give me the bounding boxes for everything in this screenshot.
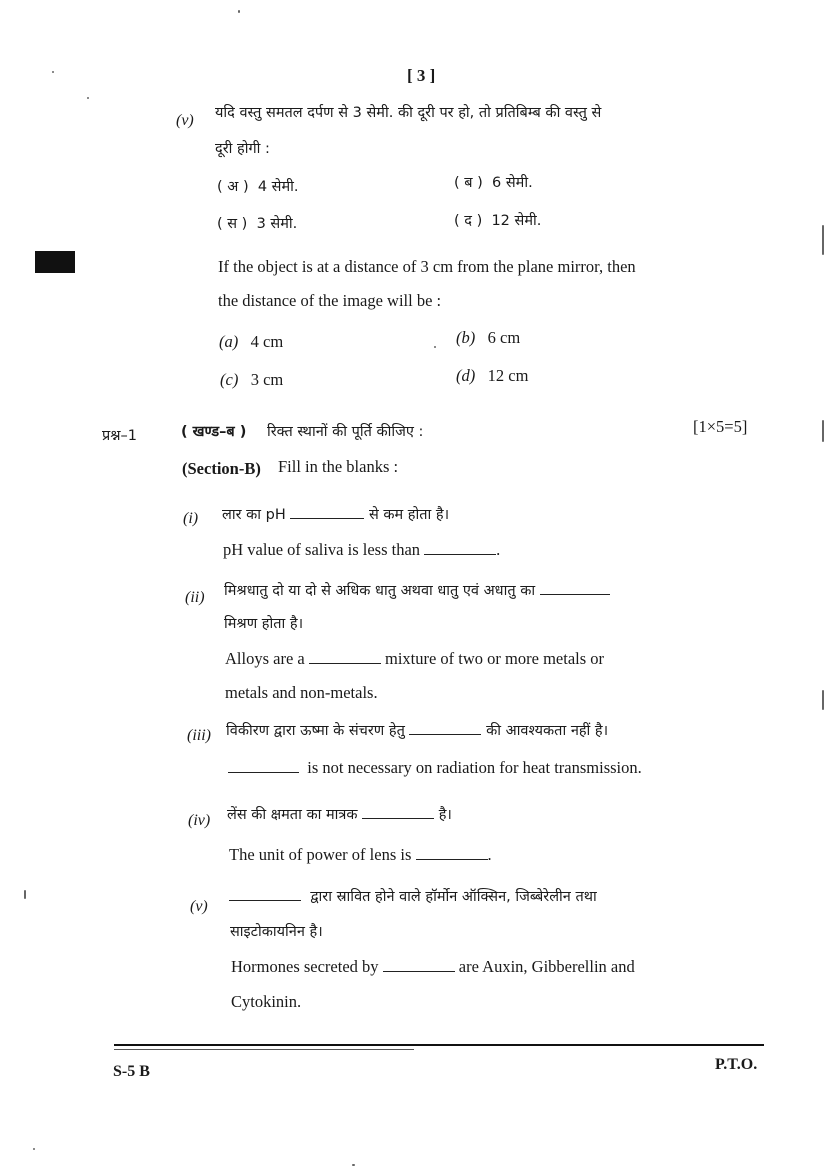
blank <box>309 651 381 664</box>
text-part: से कम होता है। <box>368 507 450 523</box>
option-label: ( द ) <box>454 213 483 229</box>
mcq-hindi-option-c <box>217 217 297 232</box>
section-b-hindi-instruction: रिक्त स्थानों की पूर्ति कीजिए : <box>267 424 424 440</box>
mcq-hindi-line1: यदि वस्तु समतल दर्पण से 3 सेमी. की दूरी पर हो, तो प्रतिबिम्ब की वस्तु से <box>215 105 602 121</box>
option-text: 6 सेमी. <box>492 175 533 191</box>
text-part: लेंस की क्षमता का मात्रक <box>227 807 358 823</box>
section-b-english-instruction: Fill in the blanks : <box>278 457 399 476</box>
footer-rule <box>114 1044 764 1046</box>
blank <box>424 542 496 555</box>
item-3-hindi <box>226 722 608 739</box>
text-part: The unit of power of lens is <box>229 845 412 864</box>
text-part: Hormones secreted by <box>231 957 379 976</box>
text-part: . <box>487 845 492 864</box>
margin-redaction-mark <box>35 251 75 273</box>
blank <box>290 506 364 519</box>
mcq-english-option-d <box>456 368 528 385</box>
item-2-hindi <box>224 582 610 599</box>
text-part: is not necessary on radiation for heat transmission. <box>307 758 642 777</box>
mcq-hindi-option-b <box>454 176 533 191</box>
item-number: (v) <box>190 898 208 915</box>
mcq-english-option-a <box>219 334 283 351</box>
blank <box>383 959 455 972</box>
option-label: (d) <box>456 366 476 385</box>
mcq-hindi-line2: दूरी होगी : <box>215 141 270 157</box>
mcq-hindi-option-d <box>454 214 541 229</box>
marks-allocation: [1×5=5] <box>693 417 748 436</box>
mcq-english-line1: If the object is at a distance of 3 cm from the plane mirror, then <box>218 257 636 276</box>
item-1-english <box>223 542 500 559</box>
scan-speck <box>352 1164 355 1166</box>
item-5-english-line2: Cytokinin. <box>231 992 302 1011</box>
section-b-english-tag: (Section-B) <box>182 459 261 478</box>
item-1-hindi <box>222 506 449 523</box>
option-text: 3 सेमी. <box>256 216 298 232</box>
option-text: 4 cm <box>250 332 284 351</box>
page-number: [ 3 ] <box>407 66 436 85</box>
item-5-hindi <box>229 888 597 905</box>
text-part: मिश्रधातु दो या दो से अधिक धातु अथवा धातु एवं अधातु का <box>224 583 536 599</box>
question-label: प्रश्न–1 <box>102 428 137 444</box>
blank <box>416 847 488 860</box>
option-label: (c) <box>220 370 239 389</box>
scan-edge <box>822 690 824 710</box>
item-2-english <box>225 651 604 668</box>
text-part: are Auxin, Gibberellin and <box>458 957 635 976</box>
mcq-hindi-option-a <box>217 180 299 195</box>
blank <box>540 582 610 595</box>
item-number: (ii) <box>185 589 205 606</box>
blank <box>228 760 299 773</box>
option-label: ( अ ) <box>217 179 249 195</box>
item-number: (i) <box>183 510 199 527</box>
scan-speck <box>24 890 26 899</box>
paper-code: S-5 B <box>113 1063 150 1080</box>
footer-rule-inner <box>114 1049 414 1050</box>
option-text: 3 cm <box>250 370 284 389</box>
text-part: mixture of two or more metals or <box>384 649 605 668</box>
option-text: 12 सेमी. <box>491 213 542 229</box>
option-text: 12 cm <box>487 366 529 385</box>
item-4-hindi <box>227 806 452 823</box>
item-4-english <box>229 847 492 864</box>
option-text: 4 सेमी. <box>257 179 299 195</box>
option-label: (b) <box>456 328 476 347</box>
pto-label: P.T.O. <box>715 1056 758 1073</box>
text-part: Alloys are a <box>225 649 305 668</box>
text-part: . <box>496 540 501 559</box>
option-label: ( ब ) <box>454 175 483 191</box>
blank <box>229 888 301 901</box>
mcq-english-line2: the distance of the image will be : <box>218 291 442 310</box>
text-part: द्वारा स्रावित होने वाले हॉर्मोन ऑक्सिन, जिब्बेरेलीन तथा <box>310 889 597 905</box>
scan-speck <box>52 71 54 73</box>
scan-speck <box>238 10 240 13</box>
mcq-english-option-b <box>456 330 520 347</box>
text-part: की आवश्यकता नहीं है। <box>486 723 609 739</box>
scan-edge <box>822 420 824 442</box>
scan-speck <box>33 1148 35 1150</box>
item-3-english <box>228 760 642 777</box>
option-text: 6 cm <box>487 328 521 347</box>
item-5-english <box>231 959 635 976</box>
option-label: ( स ) <box>217 216 248 232</box>
mcq-english-option-c <box>220 372 283 389</box>
item-2-english-line2: metals and non-metals. <box>225 683 378 702</box>
blank <box>409 722 481 735</box>
item-number: (iv) <box>188 812 211 829</box>
scan-speck <box>434 346 436 348</box>
text-part: लार का pH <box>222 507 286 523</box>
scan-edge <box>822 225 824 255</box>
section-b-hindi-tag: ( खण्ड–ब ) <box>181 424 247 440</box>
text-part: pH value of saliva is less than <box>223 540 421 559</box>
option-label: (a) <box>219 332 239 351</box>
scan-speck <box>87 97 89 99</box>
blank <box>362 806 434 819</box>
text-part: है। <box>438 807 452 823</box>
item-2-hindi-line2: मिश्रण होता है। <box>224 616 304 632</box>
item-5-hindi-line2: साइटोकायनिन है। <box>230 924 323 940</box>
text-part: विकीरण द्वारा ऊष्मा के संचरण हेतु <box>226 723 405 739</box>
mcq-number: (v) <box>176 112 194 129</box>
item-number: (iii) <box>187 727 211 744</box>
